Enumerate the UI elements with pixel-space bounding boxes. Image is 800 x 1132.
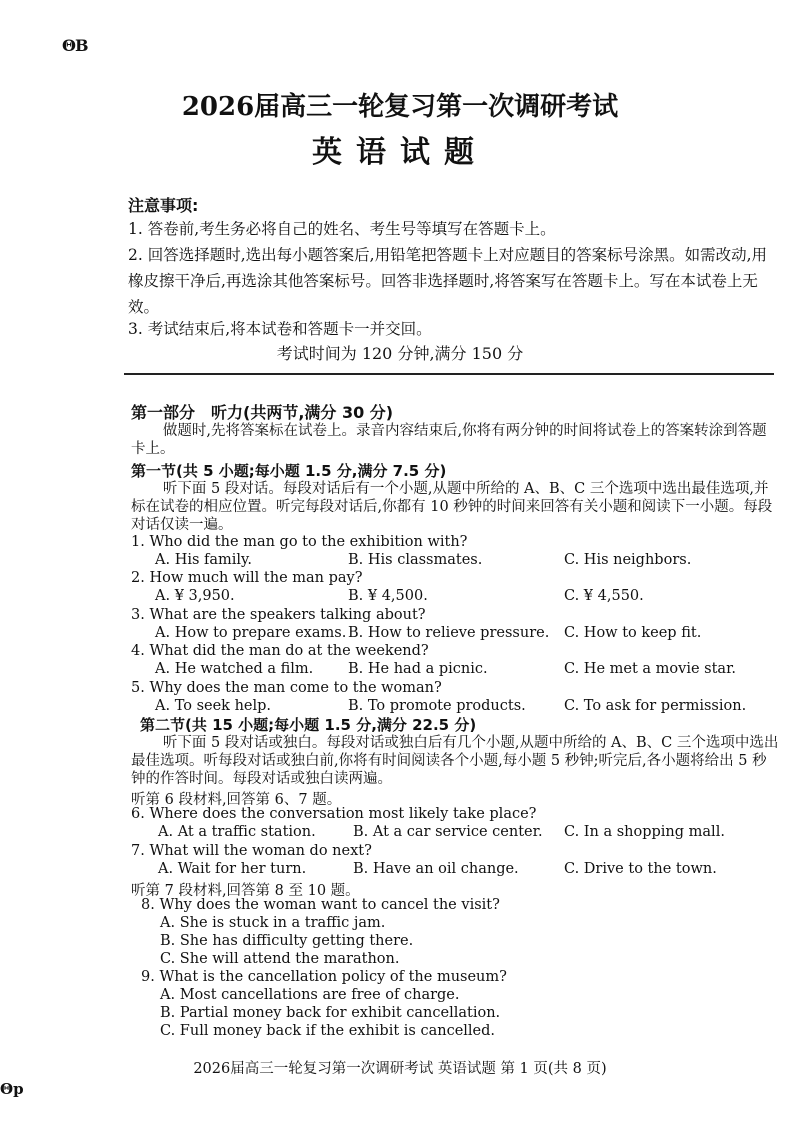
q8-option-b: B. She has difficulty getting there. (160, 933, 414, 949)
notice-item-1: 1. 答卷前,考生务必将自己的姓名、考生号等填写在答题卡上。 (128, 220, 556, 238)
q2-option-c: C. ¥ 4,550. (564, 588, 644, 604)
question-7: 7. What will the woman do next? (131, 843, 372, 859)
question-8: 8. Why does the woman want to cancel the visit? (141, 897, 500, 913)
corner-mark: ΘB (62, 36, 88, 55)
question-9: 9. What is the cancellation policy of the museum? (141, 969, 507, 985)
question-5: 5. Why does the man come to the woman? (131, 680, 442, 696)
q8-option-a: A. She is stuck in a traffic jam. (160, 915, 386, 931)
material-7-note: 听第 7 段材料,回答第 8 至 10 题。 (131, 883, 360, 899)
section1-intro: 听下面 5 段对话。每段对话后有一个小题,从题中所给的 A、B、C 三个选项中选出最佳选项,并标在试卷的相应位置。听完每段对话后,你都有 10 秒钟的时间来回答有关小题和阅读下一小题。每段对话仅读一遍。 (131, 481, 773, 533)
q6-option-a: A. At a traffic station. (158, 824, 316, 840)
q1-option-c: C. His neighbors. (564, 552, 692, 568)
section2-intro: 听下面 5 段对话或独白。每段对话或独白后有几个小题,从题中所给的 A、B、C 三个选项中选出最佳选项。听每段对话或独白前,你将有时间阅读各个小题,每小题 5 秒钟;听完后,各小题将给出 5 秒钟的作答时间。每段对话或独白读两遍。 (131, 735, 779, 787)
q2-option-b: B. ¥ 4,500. (348, 588, 428, 604)
corner-mark-bottom: Θp (0, 1080, 24, 1098)
q4-option-b: B. He had a picnic. (348, 661, 488, 677)
question-3: 3. What are the speakers talking about? (131, 607, 426, 623)
q4-option-a: A. He watched a film. (155, 661, 314, 677)
page-footer: 2026届高三一轮复习第一次调研考试 英语试题 第 1 页(共 8 页) (193, 1061, 607, 1077)
q3-option-b: B. How to relieve pressure. (348, 625, 550, 641)
question-1: 1. Who did the man go to the exhibition with? (131, 534, 468, 550)
notice-item-3: 3. 考试结束后,将本试卷和答题卡一并交回。 (128, 320, 432, 338)
q5-option-b: B. To promote products. (348, 698, 526, 714)
q5-option-c: C. To ask for permission. (564, 698, 747, 714)
notice-heading: 注意事项: (128, 196, 199, 215)
question-2: 2. How much will the man pay? (131, 570, 363, 586)
question-4: 4. What did the man do at the weekend? (131, 643, 429, 659)
part1-heading: 第一部分 听力(共两节,满分 30 分) (131, 403, 394, 422)
q6-option-c: C. In a shopping mall. (564, 824, 725, 840)
exam-time: 考试时间为 120 分钟,满分 150 分 (276, 344, 524, 363)
q1-option-b: B. His classmates. (348, 552, 483, 568)
section1-heading: 第一节(共 5 小题;每小题 1.5 分,满分 7.5 分) (131, 462, 447, 480)
subject-title: 英语试题 (312, 135, 488, 170)
question-6: 6. Where does the conversation most likely take place? (131, 806, 537, 822)
q9-option-b: B. Partial money back for exhibit cancellation. (160, 1005, 501, 1021)
material-6-note: 听第 6 段材料,回答第 6、7 题。 (131, 792, 342, 808)
q8-option-c: C. She will attend the marathon. (160, 951, 400, 967)
q7-option-c: C. Drive to the town. (564, 861, 717, 877)
q5-option-a: A. To seek help. (155, 698, 272, 714)
divider (124, 373, 774, 375)
section2-heading: 第二节(共 15 小题;每小题 1.5 分,满分 22.5 分) (140, 716, 477, 734)
q3-option-c: C. How to keep fit. (564, 625, 702, 641)
part1-intro: 做题时,先将答案标在试卷上。录音内容结束后,你将有两分钟的时间将试卷上的答案转涂到答题卡上。 (131, 423, 767, 457)
q6-option-b: B. At a car service center. (353, 824, 543, 840)
q7-option-b: B. Have an oil change. (353, 861, 519, 877)
q4-option-c: C. He met a movie star. (564, 661, 737, 677)
exam-title: 2026届高三一轮复习第一次调研考试 (181, 92, 619, 122)
q7-option-a: A. Wait for her turn. (158, 861, 307, 877)
notice-item-2: 2. 回答选择题时,选出每小题答案后,用铅笔把答题卡上对应题目的答案标号涂黑。如需改动,用橡皮擦干净后,再选涂其他答案标号。回答非选择题时,将答案写在答题卡上。写在本试卷上无效。 (128, 246, 767, 316)
q2-option-a: A. ¥ 3,950. (155, 588, 235, 604)
q1-option-a: A. His family. (155, 552, 252, 568)
q3-option-a: A. How to prepare exams. (155, 625, 347, 641)
q9-option-a: A. Most cancellations are free of charge. (160, 987, 460, 1003)
q9-option-c: C. Full money back if the exhibit is cancelled. (160, 1023, 496, 1039)
